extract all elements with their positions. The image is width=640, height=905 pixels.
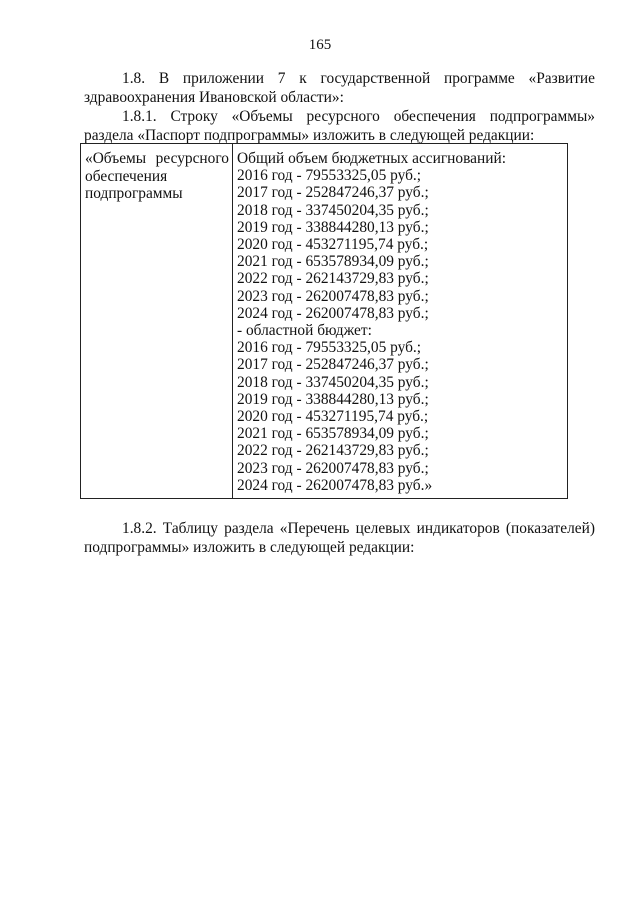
left-cell-line: обеспечения bbox=[85, 167, 168, 185]
page-number: 165 bbox=[308, 37, 332, 53]
paragraph-1-8-1-text: 1.8.1. Строку «Объемы ресурсного обеспечения подпрограммы» раздела «Паспорт подпрограммы» изложить в следующей редакции: bbox=[84, 108, 595, 144]
table-right-cell bbox=[237, 150, 563, 494]
right-cell-line: 2022 год - 262143729,83 руб.; bbox=[237, 270, 429, 288]
right-cell-line: 2018 год - 337450204,35 руб.; bbox=[237, 201, 429, 219]
left-cell-line: «Объемы ресурсного bbox=[85, 150, 229, 167]
paragraph-1-8-1 bbox=[84, 107, 595, 145]
right-cell-line: 2021 год - 653578934,09 руб.; bbox=[237, 253, 429, 271]
right-cell-line: 2017 год - 252847246,37 руб.; bbox=[237, 184, 429, 202]
right-cell-line: Общий объем бюджетных ассигнований: bbox=[237, 150, 506, 167]
paragraph-1-8-text: 1.8. В приложении 7 к государственной программе «Развитие здравоохранения Ивановской области»: bbox=[84, 70, 595, 106]
paragraph-1-8-2-text: 1.8.2. Таблицу раздела «Перечень целевых индикаторов (показателей) подпрограммы» изложить в следующей редакции: bbox=[84, 520, 595, 556]
paragraph-1-8 bbox=[84, 69, 595, 107]
right-cell-line: 2024 год - 262007478,83 руб.; bbox=[237, 304, 429, 322]
right-cell-line: 2023 год - 262007478,83 руб.; bbox=[237, 287, 429, 305]
table-column-divider bbox=[232, 144, 233, 498]
table-left-cell bbox=[85, 150, 229, 203]
right-cell-line: - областной бюджет: bbox=[237, 322, 372, 340]
paragraph-1-8-2 bbox=[84, 519, 595, 557]
right-cell-line: 2016 год - 79553325,05 руб.; bbox=[237, 167, 422, 185]
right-cell-line: 2023 год - 262007478,83 руб.; bbox=[237, 459, 429, 477]
left-cell-line: подпрограммы bbox=[85, 185, 183, 202]
passport-table bbox=[80, 143, 568, 499]
right-cell-line: 2016 год - 79553325,05 руб.; bbox=[237, 339, 422, 357]
right-cell-line: 2020 год - 453271195,74 руб.; bbox=[237, 236, 429, 254]
right-cell-line: 2020 год - 453271195,74 руб.; bbox=[237, 408, 429, 426]
right-cell-line: 2024 год - 262007478,83 руб.» bbox=[237, 476, 433, 494]
right-cell-line: 2018 год - 337450204,35 руб.; bbox=[237, 373, 429, 391]
right-cell-line: 2021 год - 653578934,09 руб.; bbox=[237, 425, 429, 443]
right-cell-line: 2019 год - 338844280,13 руб.; bbox=[237, 218, 429, 236]
right-cell-line: 2019 год - 338844280,13 руб.; bbox=[237, 390, 429, 408]
right-cell-line: 2017 год - 252847246,37 руб.; bbox=[237, 356, 429, 374]
right-cell-line: 2022 год - 262143729,83 руб.; bbox=[237, 442, 429, 460]
